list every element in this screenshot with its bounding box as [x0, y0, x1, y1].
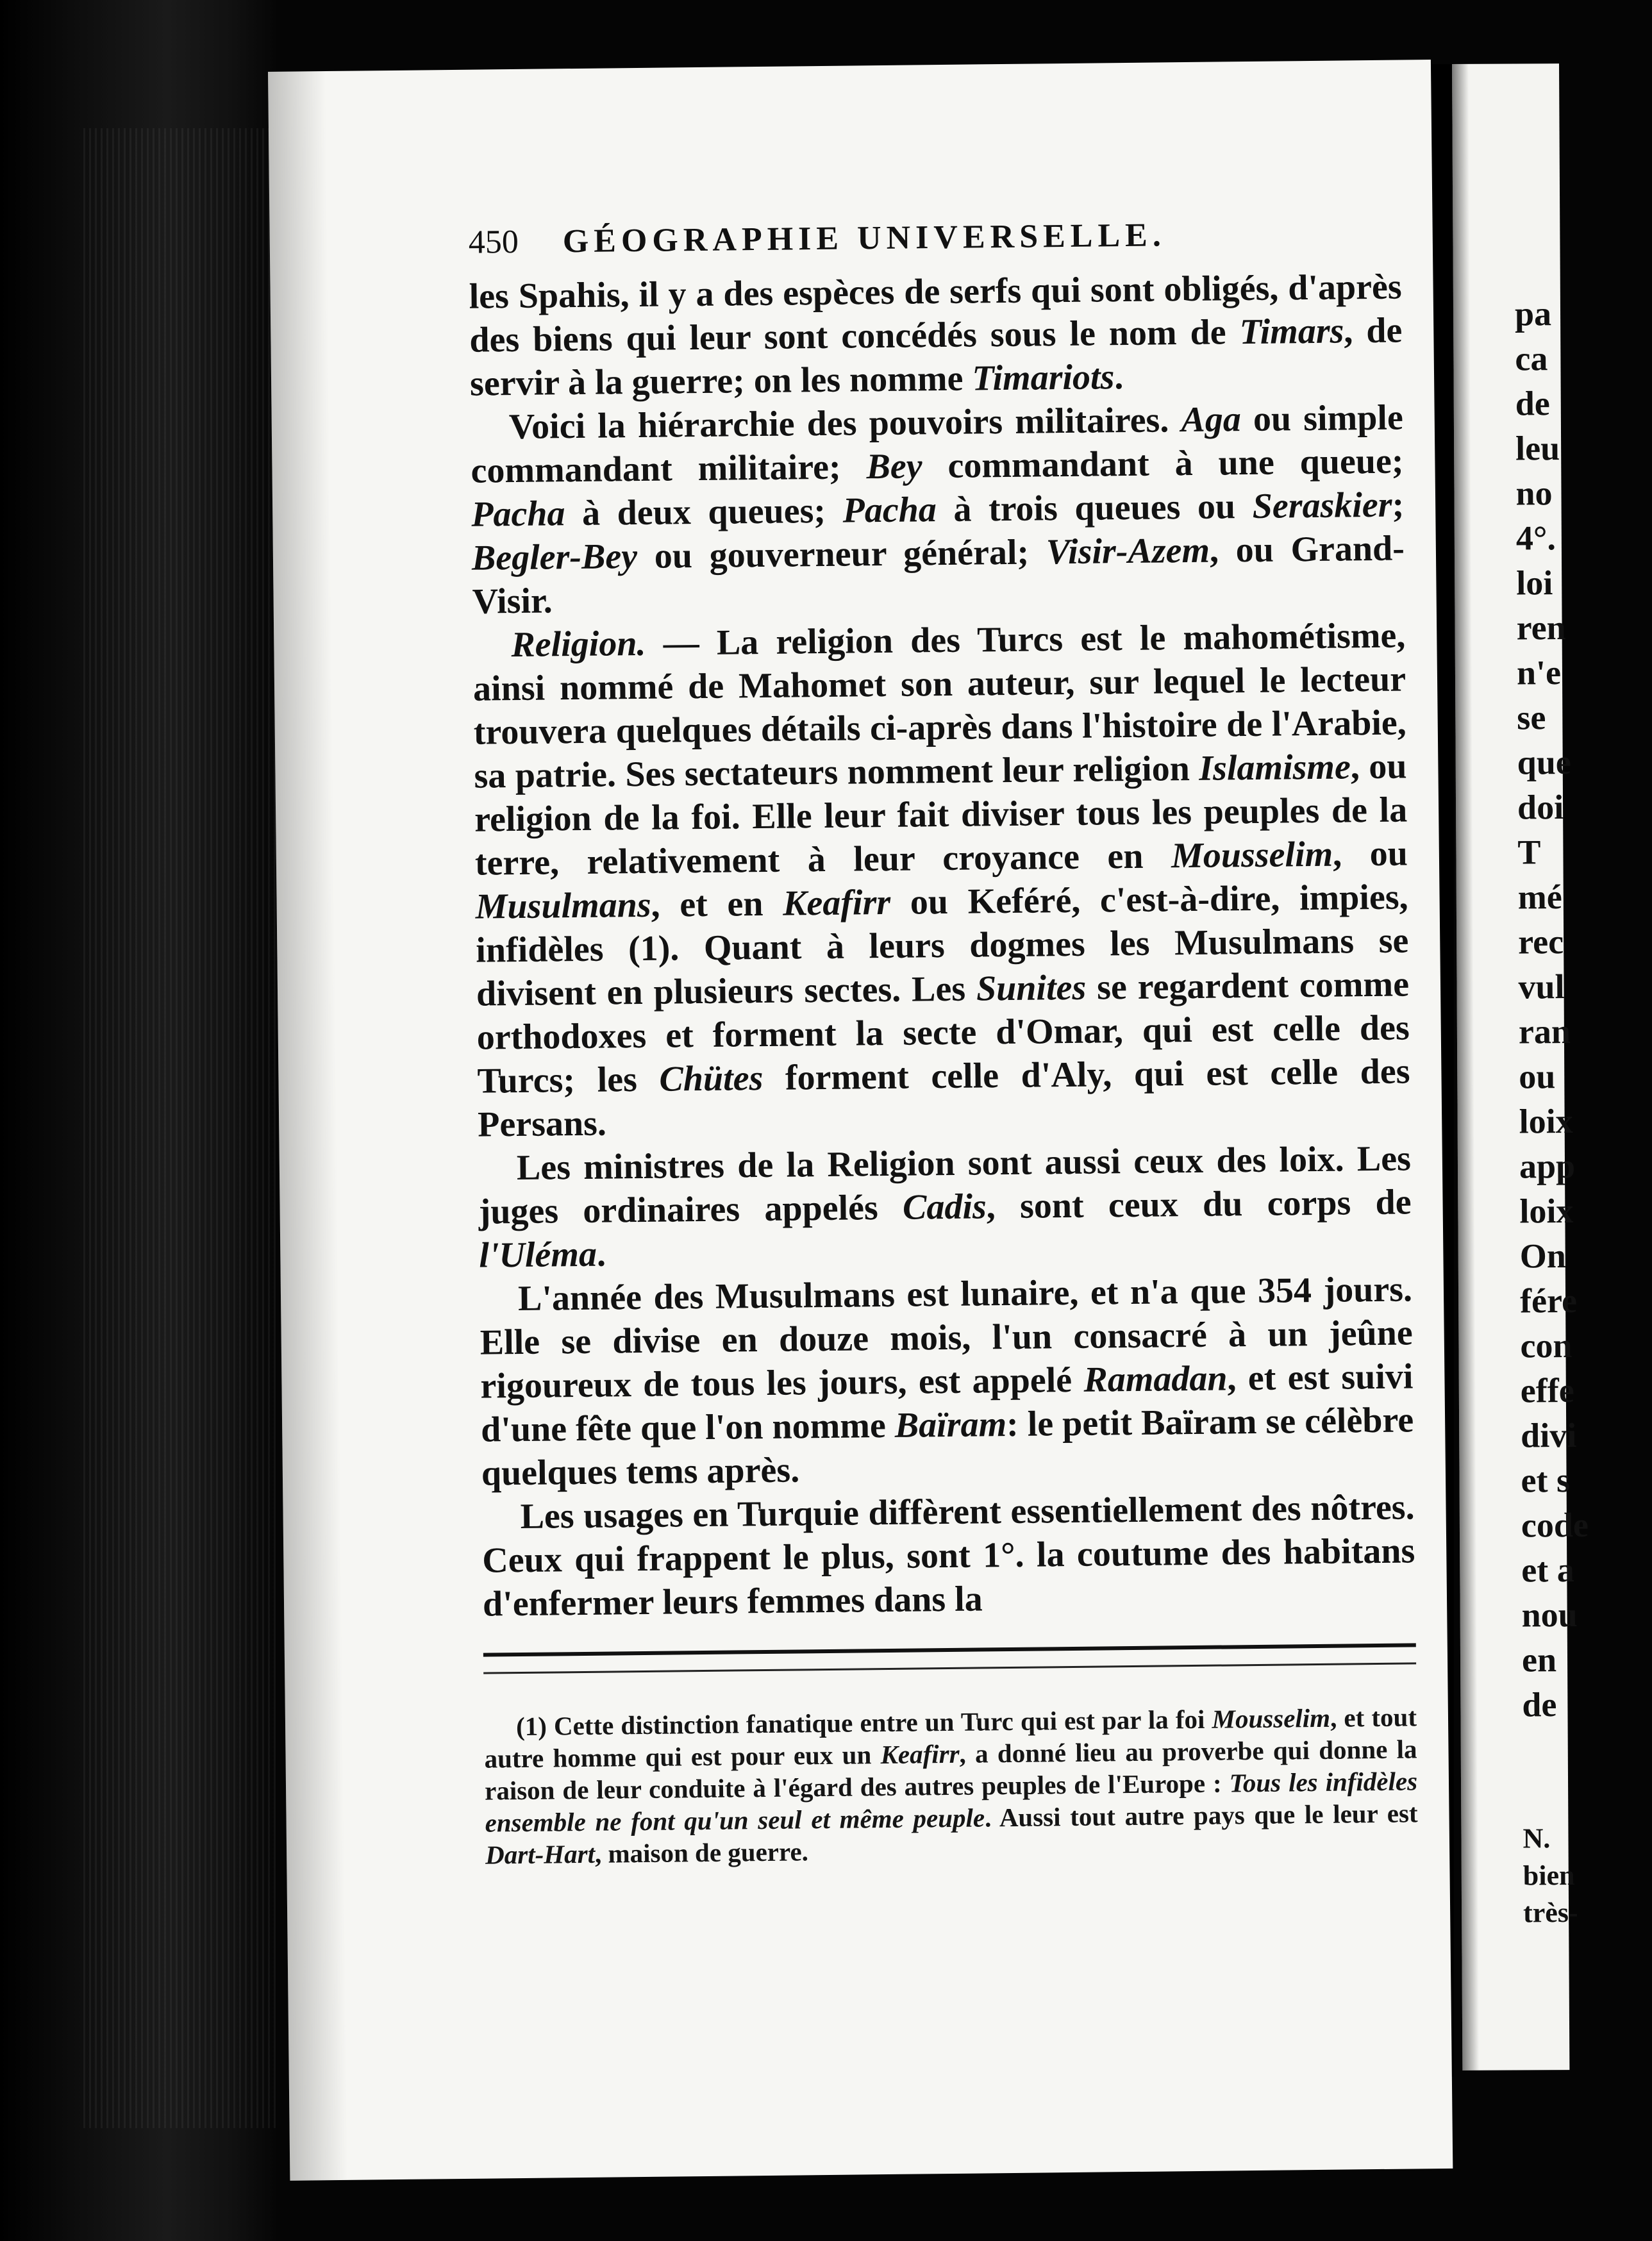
right-page-line: nou: [1521, 1595, 1578, 1635]
right-page-line: code: [1521, 1505, 1589, 1545]
right-page-line: de: [1515, 384, 1550, 423]
right-page-line: n'e: [1516, 653, 1562, 692]
footnote-rule: [483, 1643, 1416, 1656]
paragraph-religion: Religion. — La religion des Turcs est le mahométisme, ainsi nommé de Mahomet son auteur, sur lequel le lecteur trouvera quelques détails ci-après dans l'histoire de l'Arabie, sa patrie. Ses sectateurs nomment leur religion Islamisme, ou religion de la foi. Elle leur fait diviser tous les peuples de la terre, relativement à leur croyance en Mousselim, ou Musulmans, et en Keafirr ou Keféré, c'est-à-dire, impies, infidèles (1). Quant à leurs dogmes les Musulmans se divisent en plusieurs sectes. Les Sunites se regardent comme orthodoxes et forment la secte d'Omar, qui est celle des Turcs; les Chütes forment celle d'Aly, qui est celle des Persans.: [472, 615, 1410, 1145]
right-page-line: T: [1517, 833, 1541, 872]
right-page-line: ca: [1515, 339, 1548, 378]
right-page-line: ren: [1516, 608, 1566, 647]
page-number: 450: [468, 223, 519, 261]
right-page-line: effe: [1520, 1371, 1574, 1410]
section-heading-religion: Religion.: [511, 623, 646, 665]
page-edge-streaks: [83, 128, 276, 2128]
footnote-paragraph: (1) Cette distinction fanatique entre un Turc qui est par la foi Mousselim, et tout autre homme qui est pour eux un Keafirr, a donné lieu au proverbe qui donne la raison de leur conduite à l'égard des autres peuples de l'Europe : Tous les infidèles ensemble ne font qu'un seul et même peuple. Aussi tout autre pays que le leur est Dart-Hart, maison de guerre.: [484, 1702, 1418, 1870]
right-page-line: loix: [1519, 1192, 1574, 1231]
right-page-line: et s: [1521, 1461, 1571, 1500]
footnote-rule-secondary: [483, 1662, 1416, 1674]
running-header: [468, 214, 1366, 275]
right-page-fragment: [1452, 63, 1589, 2070]
right-page-footnote: [1523, 1819, 1651, 1931]
right-page-line: loix: [1519, 1102, 1573, 1141]
paragraph-spahis: les Spahis, il y a des espèces de serfs qui sont obligés, d'après des biens qui leur sont concédés sous le nom de Timars, de servir à la guerre; on les nomme Timariots.: [469, 267, 1403, 404]
right-page-line: On: [1519, 1237, 1566, 1276]
right-page-foot-line: N.: [1523, 1822, 1551, 1854]
right-page-line: pa: [1514, 294, 1552, 333]
footnote: [484, 1701, 1419, 1870]
right-page-line: app: [1519, 1147, 1576, 1186]
right-page-line: divi: [1521, 1416, 1577, 1455]
right-page-binding-shadow: [1452, 64, 1479, 2070]
left-page: [268, 60, 1453, 2181]
right-page-line: et a: [1521, 1551, 1574, 1590]
right-page-line: se: [1517, 698, 1546, 737]
right-page-foot-line: très-: [1523, 1897, 1578, 1929]
right-page-line: de: [1522, 1685, 1557, 1724]
right-page-line: mé: [1517, 878, 1562, 917]
main-text: [469, 265, 1415, 1626]
right-page-line: loi: [1516, 563, 1553, 603]
right-page-line: rec: [1518, 922, 1564, 962]
book-spine-edge: [0, 0, 276, 2241]
page-binding-shadow: [268, 71, 347, 2181]
right-page-line: ou: [1519, 1057, 1556, 1096]
right-page-line: vul: [1518, 967, 1565, 1006]
paragraph-usages: Les usages en Turquie diffèrent essentiellement des nôtres. Ceux qui frappent le plus, sont 1°. la coutume des habitans d'enfermer leurs femmes dans la: [482, 1487, 1415, 1624]
right-page-foot-line: bien: [1523, 1860, 1575, 1892]
running-title: GÉOGRAPHIE UNIVERSELLE.: [562, 217, 1167, 260]
right-page-line: leu: [1515, 429, 1560, 468]
right-page-line: en: [1521, 1640, 1557, 1679]
paragraph-ministres: Les ministres de la Religion sont aussi ceux des loix. Les juges ordinaires appelés Cadis, sont ceux du corps de l'Uléma.: [478, 1138, 1412, 1276]
right-page-line: fére: [1519, 1281, 1578, 1320]
right-page-line: 4°.: [1515, 519, 1556, 558]
right-page-line: ran: [1518, 1012, 1571, 1051]
right-page-line: que: [1517, 743, 1571, 782]
right-page-line: no: [1515, 474, 1553, 513]
paragraph-hierarchy: Voici la hiérarchie des pouvoirs militaires. Aga ou simple commandant militaire; Bey commandant à une queue; Pacha à deux queues; Pacha à trois queues ou Seraskier; Begler-Bey ou gouverneur général; Visir-Azem, ou Grand-Visir.: [471, 397, 1405, 622]
right-page-line: doi: [1517, 788, 1564, 827]
right-page-line: con: [1520, 1326, 1573, 1365]
right-page-text: [1515, 290, 1651, 1727]
paragraph-annee: L'année des Musulmans est lunaire, et n'a que 354 jours. Elle se divise en douze mois, l'un consacré à un jeûne rigoureux de tous les jours, est appelé Ramadan, et est suivi d'une fête que l'on nomme Baïram: le petit Baïram se célèbre quelques tems après.: [480, 1269, 1414, 1494]
